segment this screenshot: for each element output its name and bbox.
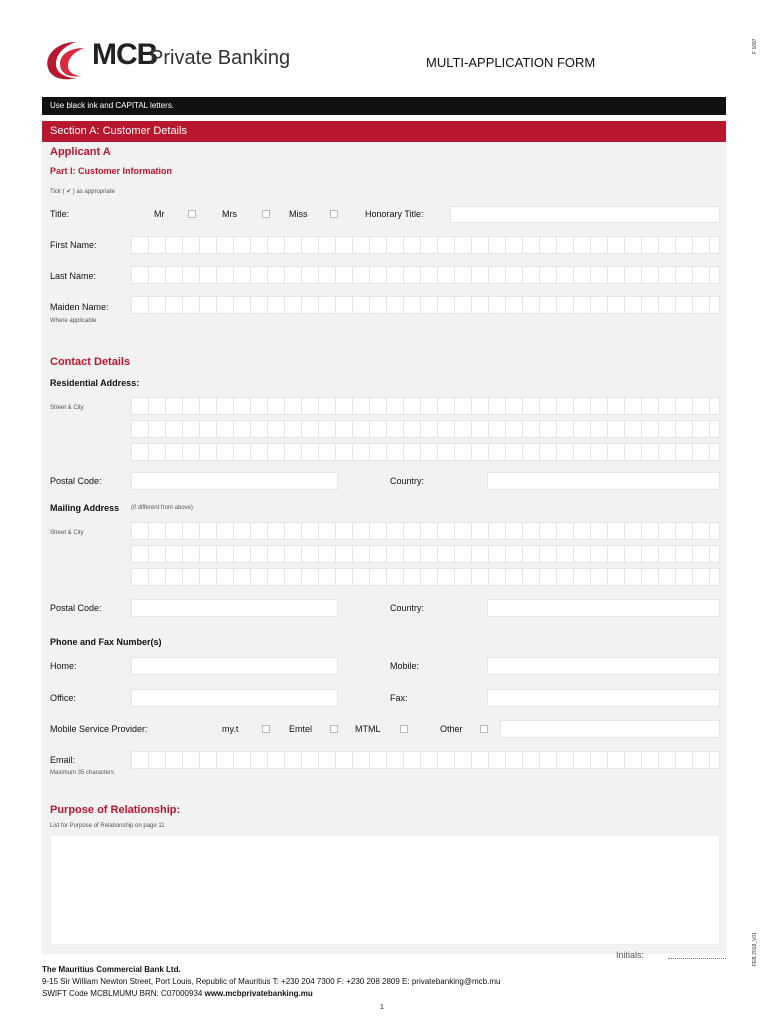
mobile-label: Mobile: [390, 661, 420, 671]
postal-code2-input[interactable] [131, 599, 338, 617]
postal-code-label: Postal Code: [50, 476, 102, 486]
mailing-note: (if different from above) [131, 505, 193, 511]
section-a-title: Section A: Customer Details [42, 121, 726, 142]
title-option-miss: Miss [289, 209, 308, 219]
applicant-heading: Applicant A [50, 146, 111, 158]
last-name-input[interactable] [131, 266, 720, 284]
office-label: Office: [50, 693, 76, 703]
country2-label: Country: [390, 603, 425, 613]
provider-label: Mobile Service Provider: [50, 724, 148, 734]
initials-label: Initials: [616, 950, 645, 960]
bank-swift [42, 989, 313, 998]
postal-code2-label: Postal Code: [50, 603, 102, 613]
office-phone-input[interactable] [131, 689, 338, 707]
residential-label: Residential Address: [50, 378, 140, 388]
swift-text: SWIFT Code MCBLMUMU BRN: C07000934 [42, 989, 203, 998]
mailing-line-2[interactable] [131, 545, 720, 563]
residential-line-2[interactable] [131, 420, 720, 438]
provider-myt-checkbox[interactable] [262, 725, 270, 733]
country-label: Country: [390, 476, 425, 486]
provider-mtml-checkbox[interactable] [400, 725, 408, 733]
phone-heading: Phone and Fax Number(s) [50, 637, 162, 647]
logo-mcb-text: MCB [92, 38, 158, 71]
maiden-note: Where applicable [50, 318, 97, 324]
form-code: F 1687 [752, 38, 758, 54]
title-miss-checkbox[interactable] [330, 210, 338, 218]
country-input[interactable] [487, 472, 720, 490]
fax-input[interactable] [487, 689, 720, 707]
title-mrs-checkbox[interactable] [262, 210, 270, 218]
logo-private-banking-text: Private Banking [150, 47, 291, 69]
contact-heading: Contact Details [50, 356, 131, 368]
mailing-street-note: Street & City [50, 530, 84, 536]
fax-label: Fax: [390, 693, 408, 703]
first-name-input[interactable] [131, 236, 720, 254]
initials-input[interactable] [668, 958, 726, 959]
version-code: FEB 2018_V01 [752, 932, 758, 966]
provider-other: Other [440, 724, 463, 734]
bank-name: The Mauritius Commercial Bank Ltd. [42, 965, 181, 974]
residential-line-1[interactable] [131, 397, 720, 415]
title-mr-checkbox[interactable] [188, 210, 196, 218]
mailing-label: Mailing Address [50, 503, 120, 513]
email-note: Maximum 35 characters [50, 770, 115, 776]
postal-code-input[interactable] [131, 472, 338, 490]
title-option-mr: Mr [154, 209, 165, 219]
maiden-name-label: Maiden Name: [50, 302, 109, 312]
last-name-label: Last Name: [50, 271, 97, 281]
title-label: Title: [50, 209, 70, 219]
part1-heading: Part I: Customer Information [50, 166, 173, 176]
provider-emtel: Emtel [289, 724, 313, 734]
form-title: MULTI-APPLICATION FORM [426, 55, 596, 70]
maiden-name-input[interactable] [131, 296, 720, 314]
instruction-bar: Use black ink and CAPITAL letters. [42, 97, 726, 115]
country2-input[interactable] [487, 599, 720, 617]
bank-address: 9-15 Sir William Newton Street, Port Louis, Republic of Mauritius T: +230 204 7300 F: +230 208 2809 E: privatebanking@mcb.mu [42, 977, 501, 986]
provider-emtel-checkbox[interactable] [330, 725, 338, 733]
provider-other-input[interactable] [500, 720, 720, 738]
mailing-line-3[interactable] [131, 568, 720, 586]
purpose-note: List for Purpose of Relationship on page 11 [50, 823, 165, 829]
title-option-mrs: Mrs [222, 209, 237, 219]
provider-other-checkbox[interactable] [480, 725, 488, 733]
mobile-input[interactable] [487, 657, 720, 675]
honorary-title-label: Honorary Title: [365, 209, 424, 219]
page-number: 1 [380, 1004, 384, 1011]
provider-mtml: MTML [355, 724, 381, 734]
mailing-line-1[interactable] [131, 522, 720, 540]
website-link[interactable]: www.mcbprivatebanking.mu [204, 989, 313, 998]
purpose-input[interactable] [50, 835, 720, 945]
provider-myt: my.t [222, 724, 239, 734]
honorary-title-input[interactable] [450, 206, 720, 223]
email-input[interactable] [131, 751, 720, 769]
email-label: Email: [50, 755, 76, 765]
first-name-label: First Name: [50, 240, 97, 250]
home-phone-input[interactable] [131, 657, 338, 675]
residential-street-note: Street & City [50, 405, 84, 411]
home-label: Home: [50, 661, 77, 671]
purpose-heading: Purpose of Relationship: [50, 804, 181, 816]
tick-note: Tick ( ✔ ) as appropriate [50, 189, 115, 195]
residential-line-3[interactable] [131, 443, 720, 461]
